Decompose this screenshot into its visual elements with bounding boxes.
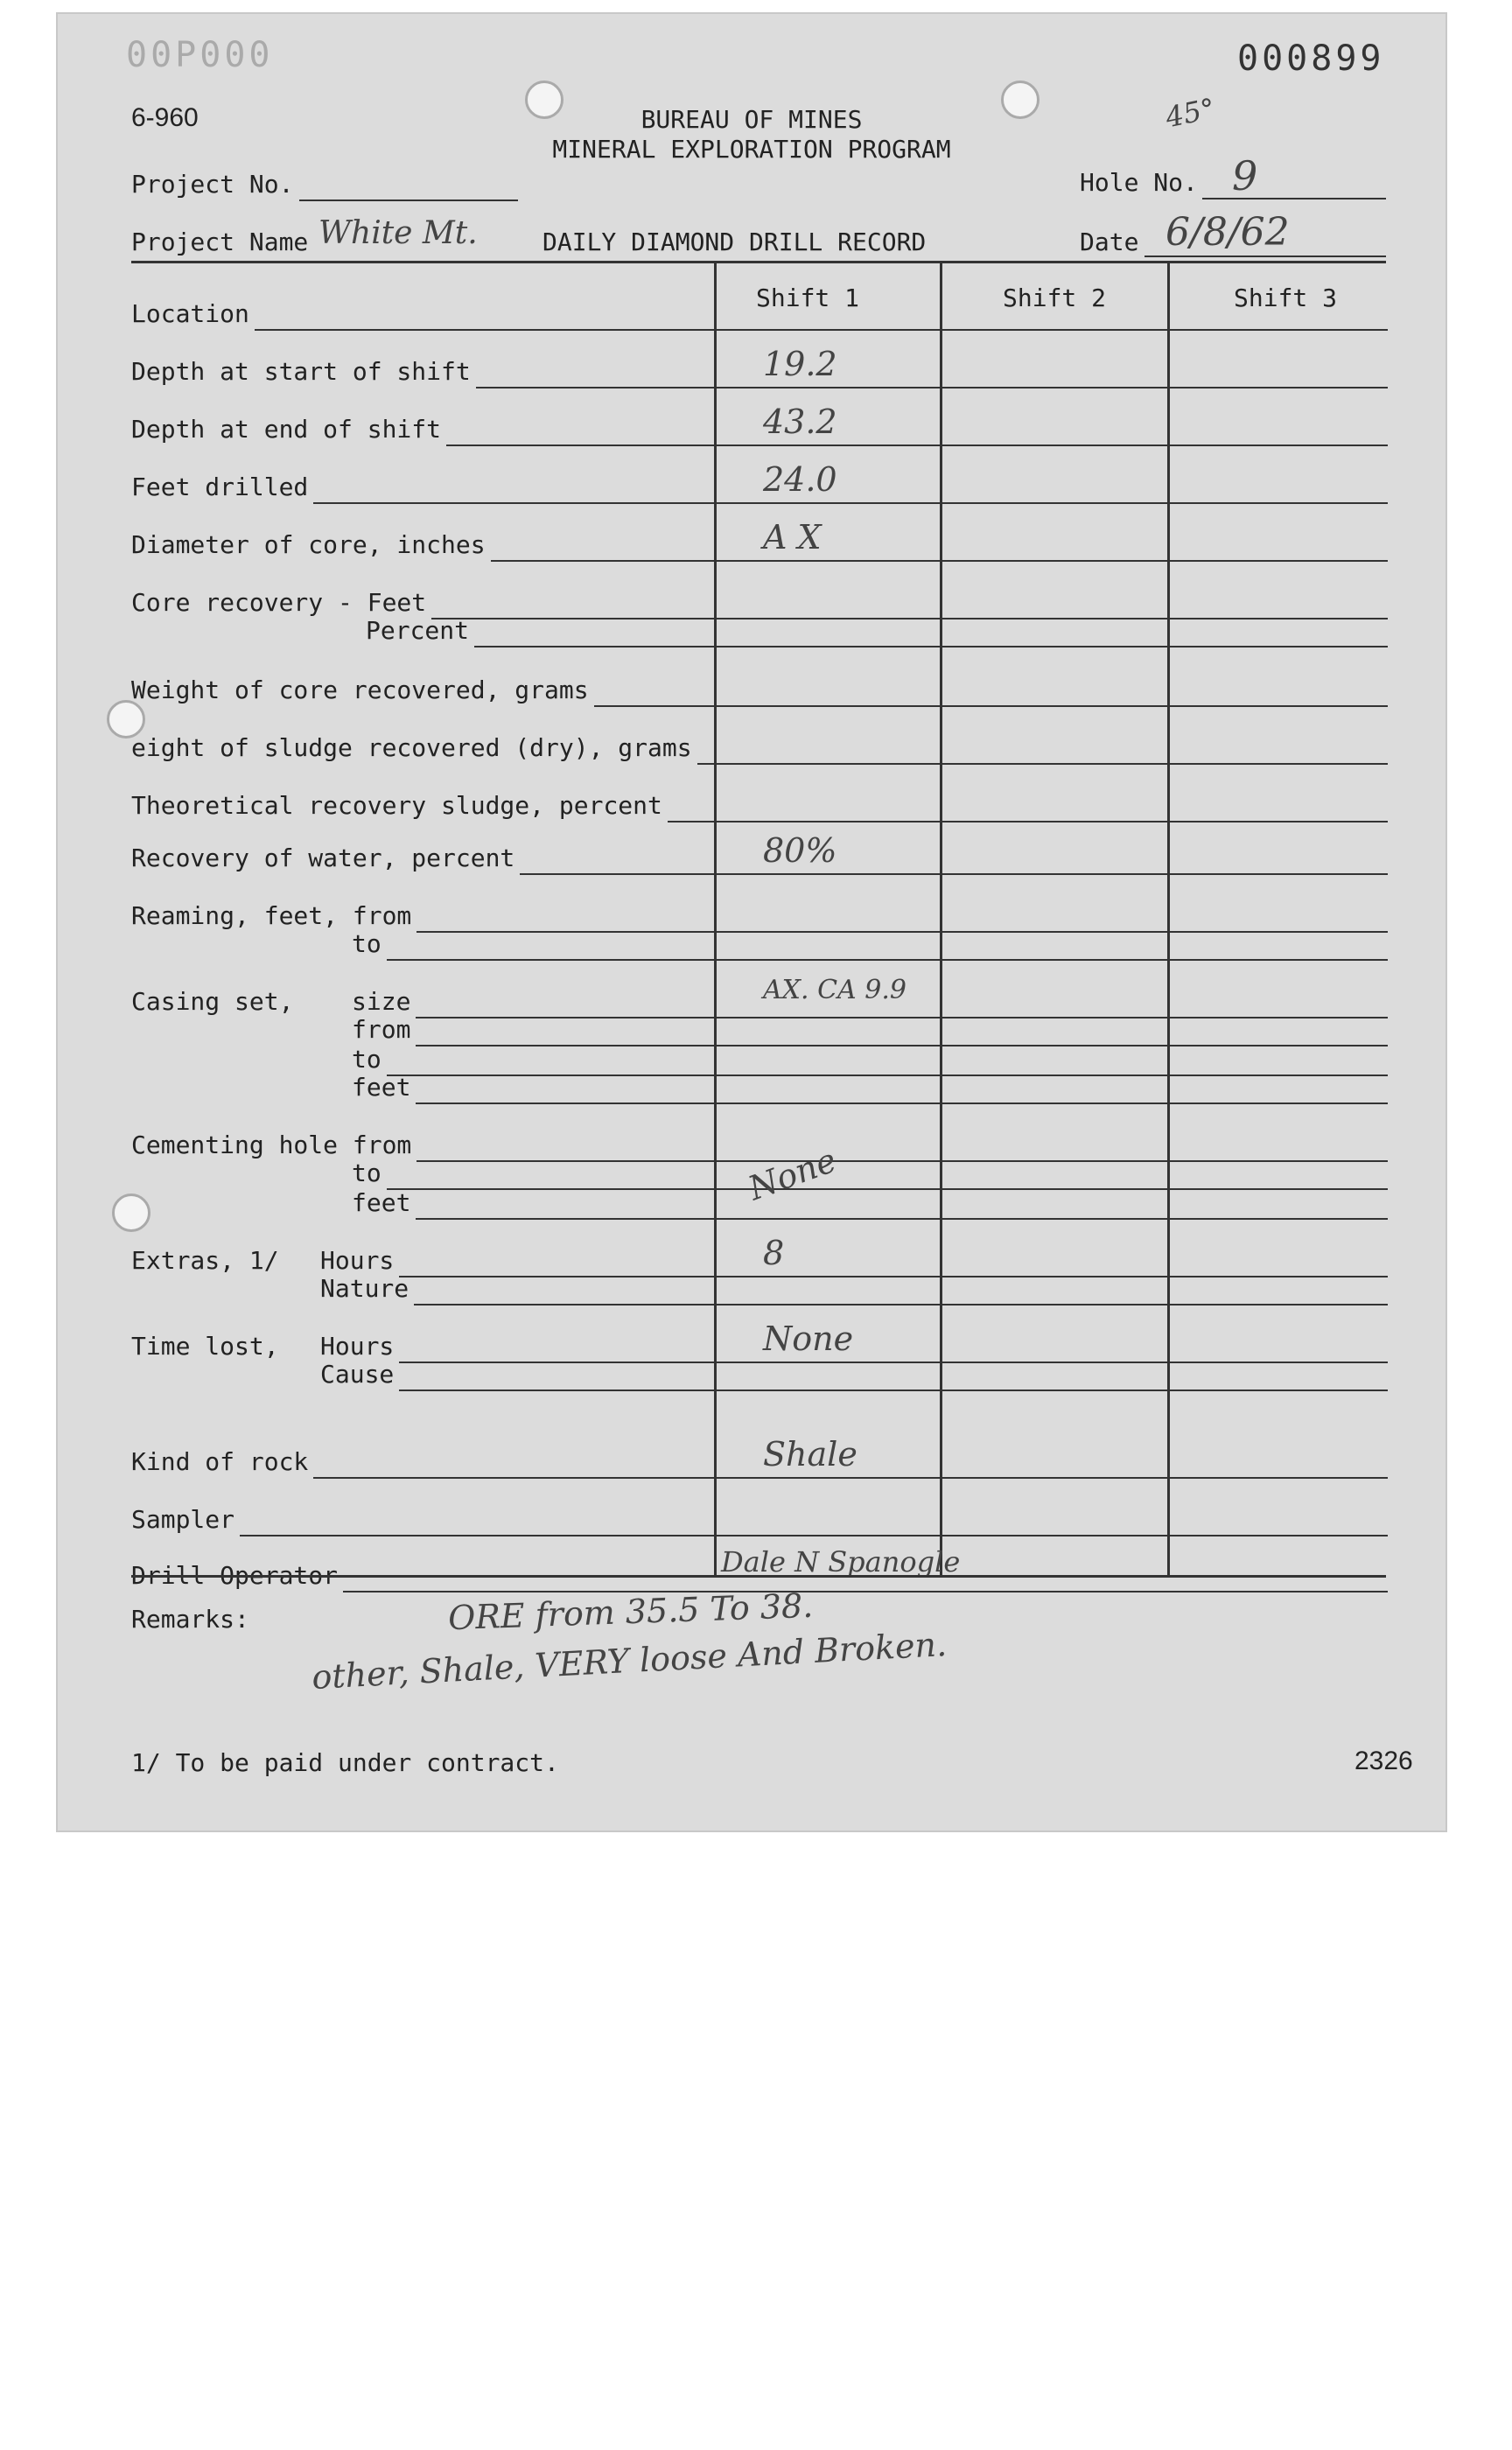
row-rule — [594, 705, 1388, 707]
row-rule — [416, 931, 1388, 933]
shift-1-value: Dale N Spanogle — [721, 1545, 961, 1578]
shift-1-value: None — [743, 1140, 842, 1208]
column-divider — [1167, 261, 1170, 1575]
row-rule — [343, 1591, 1388, 1592]
column-divider — [940, 261, 942, 1575]
date-label: Date — [1080, 228, 1139, 256]
row-label: Time lost, — [131, 1332, 279, 1361]
row-label: Nature — [320, 1274, 410, 1303]
row-rule — [431, 618, 1388, 620]
row-rule — [446, 444, 1388, 446]
row-rule — [416, 1160, 1388, 1162]
shift-1-value: AX. CA 9.9 — [763, 975, 906, 1005]
row-rule — [697, 763, 1388, 765]
row-sublabel: size — [352, 987, 411, 1016]
shift-3-header: Shift 3 — [1234, 284, 1338, 312]
row-label: Kind of rock — [131, 1447, 309, 1476]
project-no-label: Project No. — [131, 170, 294, 199]
stamp-top-right: 000899 — [1237, 38, 1385, 79]
row-rule — [520, 873, 1388, 875]
row-label: to — [352, 1158, 382, 1187]
program-title: MINERAL EXPLORATION PROGRAM — [552, 135, 951, 164]
row-label: Casing set, — [131, 987, 294, 1016]
angle-note: 45° — [1162, 91, 1219, 135]
row-label: feet — [352, 1188, 411, 1217]
shift-1-value: Shale — [763, 1435, 858, 1474]
row-sublabel: Hours — [320, 1332, 395, 1361]
row-rule — [416, 1045, 1388, 1046]
form-sheet — [56, 12, 1447, 1832]
table-top-rule — [131, 261, 1386, 263]
table-bottom-rule — [131, 1575, 1386, 1578]
row-rule — [476, 387, 1388, 388]
row-label: to — [352, 1045, 382, 1074]
row-label: Feet drilled — [131, 472, 309, 501]
row-label: Core recovery - Feet — [131, 588, 427, 617]
row-label: Recovery of water, percent — [131, 844, 515, 872]
hole-no-value: 9 — [1232, 152, 1258, 200]
row-rule — [399, 1362, 1388, 1363]
row-label: Theoretical recovery sludge, percent — [131, 791, 662, 820]
row-rule — [414, 1304, 1388, 1306]
remarks-line-2: other, Shale, VERY loose And Broken. — [311, 1625, 948, 1697]
project-no-line — [299, 200, 518, 201]
row-rule — [240, 1535, 1388, 1536]
row-label: Cementing hole from — [131, 1130, 412, 1159]
project-name-label: Project Name — [131, 228, 309, 256]
row-rule — [491, 560, 1388, 562]
stamp-top-left: 00P000 — [126, 35, 274, 75]
remarks-line-1: ORE from 35.5 To 38. — [447, 1586, 814, 1638]
form-number: 6-960 — [131, 103, 199, 132]
punch-hole — [112, 1194, 150, 1232]
shift-1-value: 19.2 — [763, 345, 837, 383]
row-rule — [416, 1102, 1388, 1104]
row-rule — [313, 1477, 1388, 1479]
column-divider — [714, 261, 717, 1575]
row-rule — [387, 1188, 1388, 1190]
row-rule — [387, 959, 1388, 961]
form-title: DAILY DIAMOND DRILL RECORD — [542, 228, 927, 256]
shift-1-value: A X — [763, 518, 822, 556]
row-label: eight of sludge recovered (dry), grams — [131, 733, 692, 762]
shift-1-value: 24.0 — [763, 460, 837, 499]
project-name-value: White Mt. — [318, 215, 478, 251]
hole-no-line — [1202, 198, 1386, 200]
row-label: Drill Operator — [131, 1561, 339, 1590]
row-sublabel: Hours — [320, 1246, 395, 1275]
row-label: from — [352, 1015, 411, 1044]
shift-2-header: Shift 2 — [1003, 284, 1107, 312]
row-label: feet — [352, 1073, 411, 1102]
shift-1-value: 43.2 — [763, 402, 837, 441]
row-rule — [387, 1074, 1388, 1076]
row-label: Extras, 1/ — [131, 1246, 279, 1275]
row-rule — [399, 1390, 1388, 1391]
shift-1-value: None — [763, 1320, 854, 1358]
date-value: 6/8/62 — [1166, 210, 1290, 255]
remarks-label: Remarks: — [131, 1605, 249, 1634]
hole-no-label: Hole No. — [1080, 168, 1198, 197]
row-rule — [313, 502, 1388, 504]
page-code: 2326 — [1354, 1746, 1413, 1775]
row-rule — [668, 821, 1388, 822]
row-rule — [255, 329, 1388, 331]
row-rule — [474, 646, 1388, 648]
row-rule — [416, 1017, 1388, 1018]
footnote: 1/ To be paid under contract. — [131, 1748, 559, 1777]
row-label: to — [352, 929, 382, 958]
agency-title: BUREAU OF MINES — [640, 105, 863, 134]
shift-1-value: 80% — [763, 831, 837, 870]
shift-1-value: 8 — [763, 1234, 785, 1272]
row-label: Cause — [320, 1360, 395, 1389]
row-label: Reaming, feet, from — [131, 901, 412, 930]
row-rule — [416, 1218, 1388, 1220]
row-rule — [399, 1276, 1388, 1278]
row-label: Weight of core recovered, grams — [131, 676, 589, 704]
row-label: Depth at start of shift — [131, 357, 471, 386]
shift-1-header: Shift 1 — [756, 284, 860, 312]
row-label: Location — [131, 299, 249, 328]
date-line — [1144, 256, 1386, 257]
row-label: Diameter of core, inches — [131, 530, 486, 559]
row-label: Percent — [366, 616, 470, 645]
row-label: Depth at end of shift — [131, 415, 442, 444]
row-label: Sampler — [131, 1505, 235, 1534]
